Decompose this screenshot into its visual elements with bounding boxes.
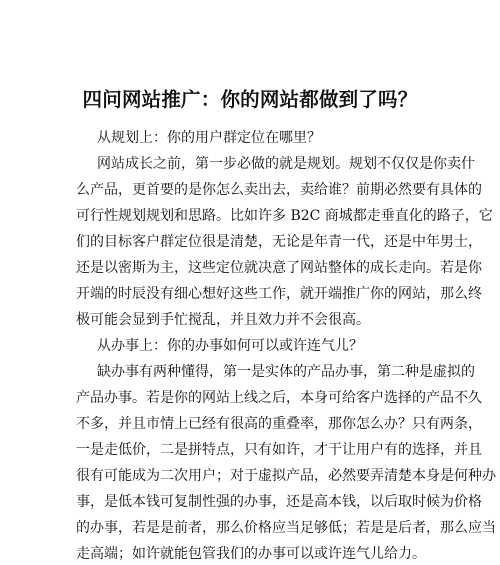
paragraph-text: 开端的时辰没有细心想好这些工作，就开端推广你的网站，那么终 [76,286,482,302]
paragraph-text: 产品办事。若是你的网站上线之后，本身可给客户选择的产品不久 [76,390,482,406]
paragraph-text: 可行性规划规划和思路。比如许多 B2C 商城都走垂直化的路子，它 [76,208,493,224]
paragraph-text: 走高端；如许就能包管我们的办事可以或许连气儿给力。 [76,546,426,562]
paragraph-text: 还是以密斯为主，这些定位就决意了网站整体的成长走向。若是你 [76,260,482,276]
section-heading: 从规划上：你的用户群定位在哪里？ [97,130,321,146]
page-title: 四问网站推广：你的网站都做到了吗？ [82,88,418,111]
paragraph-text: 么产品，更首要的是你怎么卖出去，卖给谁？前期必然要有具体的 [76,182,482,198]
paragraph-text: 的办事，若是是前者，那么价格应当足够低；若是是后者，那么应当 [76,520,496,536]
section-heading: 从办事上：你的办事如何可以或许连气儿？ [97,338,363,354]
paragraph-text: 网站成长之前，第一步必做的就是规划。规划不仅仅是你卖什 [97,156,475,172]
paragraph-text: 事，是低本钱可复制性强的办事，还是高本钱，以后取时候为价格 [76,494,482,510]
paragraph-text: 很有可能成为二次用户；对于虚拟产品，必然要弄清楚本身是何种办 [76,468,496,484]
paragraph-text: 一是走低价，二是拼特点，只有如许，才干让用户有的选择，并且 [76,442,482,458]
paragraph-text: 不多，并且市情上已经有很高的重叠率，那你怎么办？只有两条， [76,416,482,432]
paragraph-text: 缺办事有两种懂得，第一是实体的产品办事，第二种是虚拟的 [97,364,475,380]
paragraph-text: 们的目标客户群定位很是清楚，无论是年青一代，还是中年男士， [76,234,482,250]
paragraph-text: 极可能会显到手忙搅乱，并且效力并不会很高。 [76,312,370,328]
